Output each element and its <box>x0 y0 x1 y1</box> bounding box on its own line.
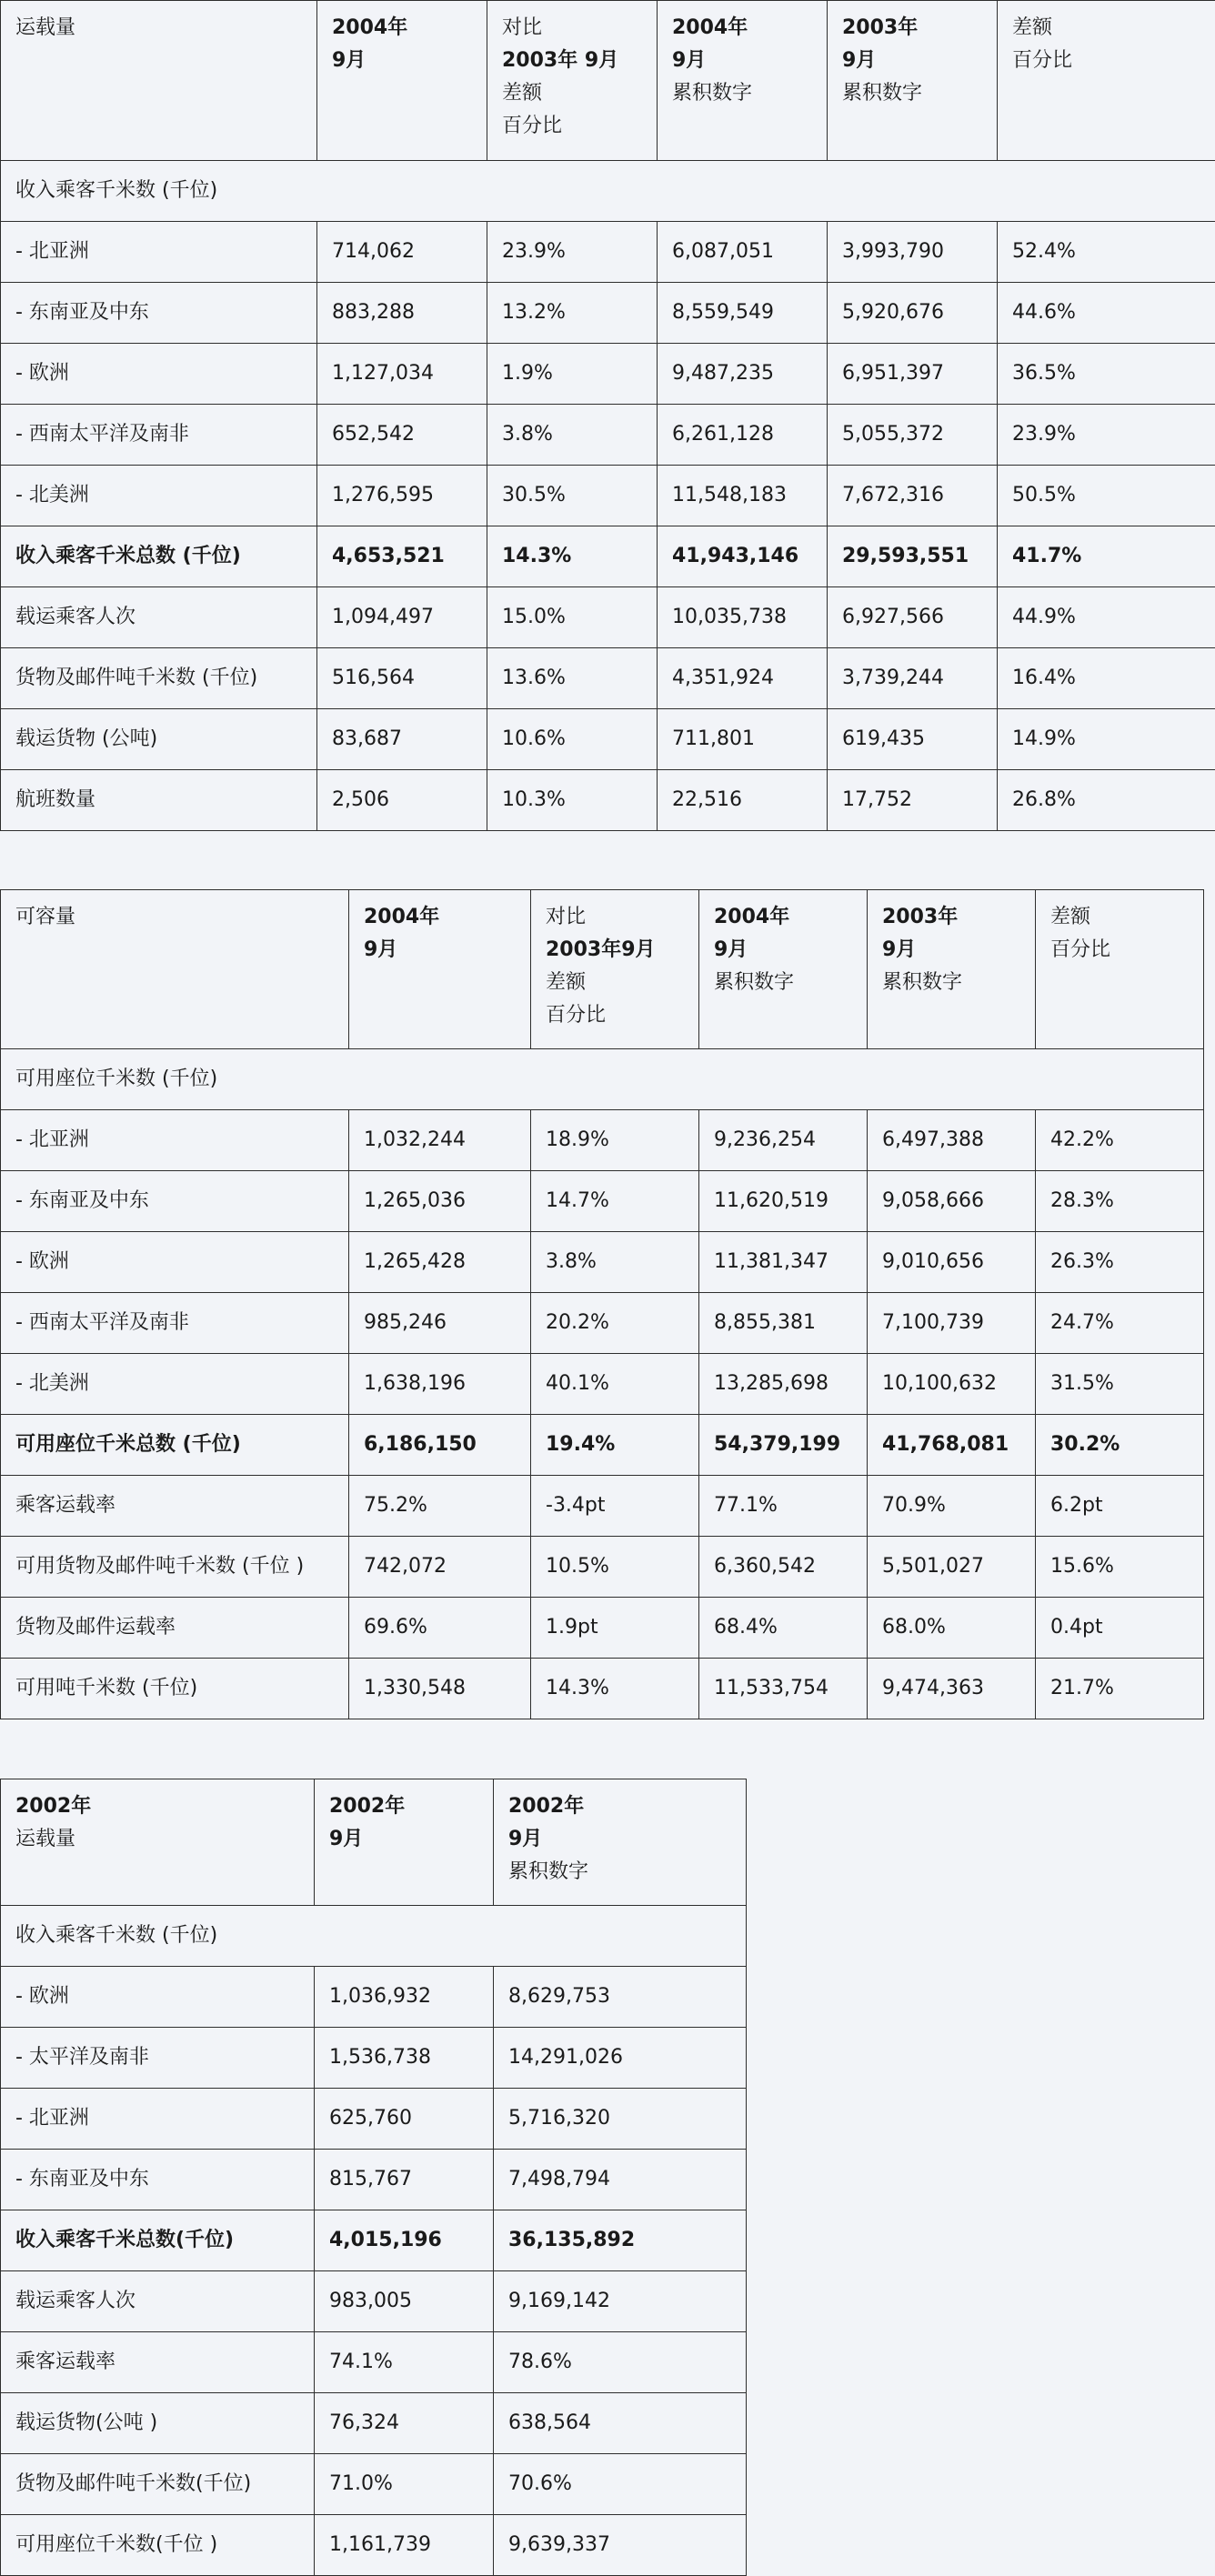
data-cell: -3.4pt <box>531 1476 699 1537</box>
header-cell: 2002年 运载量 <box>1 1779 315 1906</box>
header-cell: 2003年 9月 累积数字 <box>868 890 1036 1049</box>
data-cell: 3,739,244 <box>828 648 998 709</box>
data-cell: 1,032,244 <box>349 1110 531 1171</box>
data-cell: 31.5% <box>1036 1354 1204 1415</box>
row-label: 乘客运载率 <box>1 2332 315 2393</box>
header-cell: 对比 2003年9月 差额 百分比 <box>531 890 699 1049</box>
table-row <box>1 1967 747 2028</box>
data-cell: 883,288 <box>317 283 487 344</box>
section-row <box>1 1049 1204 1110</box>
data-cell: 5,501,027 <box>868 1537 1036 1598</box>
row-label: - 北美洲 <box>1 1354 349 1415</box>
row-label: 载运乘客人次 <box>1 587 317 648</box>
data-cell: 6.2pt <box>1036 1476 1204 1537</box>
data-cell: 70.6% <box>494 2454 747 2515</box>
table-row <box>1 2393 747 2454</box>
data-cell: 6,186,150 <box>349 1415 531 1476</box>
data-cell: 11,533,754 <box>699 1659 868 1719</box>
traffic-table-2002 <box>0 1779 747 2576</box>
data-cell: 4,015,196 <box>315 2210 494 2271</box>
header-cell: 2004年 9月 累积数字 <box>699 890 868 1049</box>
row-label: 载运货物(公吨 ) <box>1 2393 315 2454</box>
row-label: - 东南亚及中东 <box>1 1171 349 1232</box>
data-cell: 1,536,738 <box>315 2028 494 2089</box>
data-cell: 1,265,036 <box>349 1171 531 1232</box>
data-cell: 6,360,542 <box>699 1537 868 1598</box>
row-label: 航班数量 <box>1 770 317 831</box>
data-cell: 1,127,034 <box>317 344 487 405</box>
header-cell: 2004年 9月 <box>317 1 487 161</box>
header-cell: 2002年 9月 <box>315 1779 494 1906</box>
data-cell: 985,246 <box>349 1293 531 1354</box>
data-cell: 23.9% <box>487 222 658 283</box>
data-cell: 83,687 <box>317 709 487 770</box>
data-cell: 8,559,549 <box>658 283 828 344</box>
row-label: 可用座位千米数(千位 ) <box>1 2515 315 2576</box>
table-row <box>1 1293 1204 1354</box>
table-row <box>1 1476 1204 1537</box>
data-cell: 10,035,738 <box>658 587 828 648</box>
table-row <box>1 222 1215 283</box>
row-label: 收入乘客千米总数(千位) <box>1 2210 315 2271</box>
data-cell: 28.3% <box>1036 1171 1204 1232</box>
table-row <box>1 770 1215 831</box>
data-cell: 68.4% <box>699 1598 868 1659</box>
data-cell: 815,767 <box>315 2150 494 2210</box>
data-cell: 11,548,183 <box>658 466 828 526</box>
header-cell: 2004年 9月 <box>349 890 531 1049</box>
table-row <box>1 344 1215 405</box>
table-row <box>1 1354 1204 1415</box>
data-cell: 14.3% <box>531 1659 699 1719</box>
table-row <box>1 2150 747 2210</box>
data-cell: 8,855,381 <box>699 1293 868 1354</box>
row-label: 载运乘客人次 <box>1 2271 315 2332</box>
data-cell: 10.5% <box>531 1537 699 1598</box>
table-row <box>1 1232 1204 1293</box>
data-cell: 1.9% <box>487 344 658 405</box>
data-cell: 50.5% <box>998 466 1215 526</box>
data-cell: 1,094,497 <box>317 587 487 648</box>
data-cell: 9,169,142 <box>494 2271 747 2332</box>
data-cell: 4,653,521 <box>317 526 487 587</box>
row-label: - 东南亚及中东 <box>1 283 317 344</box>
data-cell: 1,265,428 <box>349 1232 531 1293</box>
data-cell: 11,620,519 <box>699 1171 868 1232</box>
data-cell: 26.8% <box>998 770 1215 831</box>
data-cell: 516,564 <box>317 648 487 709</box>
data-cell: 10.3% <box>487 770 658 831</box>
row-label: - 北美洲 <box>1 466 317 526</box>
data-cell: 70.9% <box>868 1476 1036 1537</box>
data-cell: 75.2% <box>349 1476 531 1537</box>
data-cell: 77.1% <box>699 1476 868 1537</box>
data-cell: 20.2% <box>531 1293 699 1354</box>
data-cell: 36,135,892 <box>494 2210 747 2271</box>
data-cell: 1,330,548 <box>349 1659 531 1719</box>
data-cell: 3.8% <box>531 1232 699 1293</box>
row-label: - 东南亚及中东 <box>1 2150 315 2210</box>
data-cell: 6,087,051 <box>658 222 828 283</box>
data-cell: 19.4% <box>531 1415 699 1476</box>
table-row <box>1 526 1215 587</box>
table-row <box>1 2332 747 2393</box>
data-cell: 42.2% <box>1036 1110 1204 1171</box>
table-row <box>1 1110 1204 1171</box>
data-cell: 9,236,254 <box>699 1110 868 1171</box>
row-label: 货物及邮件运载率 <box>1 1598 349 1659</box>
data-cell: 30.5% <box>487 466 658 526</box>
row-label: 可用货物及邮件吨千米数 (千位 ) <box>1 1537 349 1598</box>
row-label: 货物及邮件吨千米数(千位) <box>1 2454 315 2515</box>
table-row <box>1 2028 747 2089</box>
header-cell: 对比 2003年 9月 差额 百分比 <box>487 1 658 161</box>
data-cell: 5,920,676 <box>828 283 998 344</box>
data-cell: 74.1% <box>315 2332 494 2393</box>
data-cell: 9,058,666 <box>868 1171 1036 1232</box>
table-row <box>1 405 1215 466</box>
data-cell: 21.7% <box>1036 1659 1204 1719</box>
data-cell: 13,285,698 <box>699 1354 868 1415</box>
table-row <box>1 2210 747 2271</box>
data-cell: 4,351,924 <box>658 648 828 709</box>
data-cell: 1.9pt <box>531 1598 699 1659</box>
section-row <box>1 1906 747 1967</box>
data-cell: 7,672,316 <box>828 466 998 526</box>
data-cell: 69.6% <box>349 1598 531 1659</box>
table-row <box>1 1598 1204 1659</box>
table-row <box>1 1171 1204 1232</box>
data-cell: 619,435 <box>828 709 998 770</box>
capacity-table-2004 <box>0 889 1204 1719</box>
data-cell: 5,716,320 <box>494 2089 747 2150</box>
data-cell: 983,005 <box>315 2271 494 2332</box>
data-cell: 1,638,196 <box>349 1354 531 1415</box>
data-cell: 638,564 <box>494 2393 747 2454</box>
data-cell: 1,161,739 <box>315 2515 494 2576</box>
row-label: - 欧洲 <box>1 1232 349 1293</box>
row-label: 货物及邮件吨千米数 (千位) <box>1 648 317 709</box>
row-label: - 北亚洲 <box>1 1110 349 1171</box>
data-cell: 1,276,595 <box>317 466 487 526</box>
data-cell: 10.6% <box>487 709 658 770</box>
table-header-row <box>1 890 1204 1049</box>
data-cell: 16.4% <box>998 648 1215 709</box>
row-label: 收入乘客千米总数 (千位) <box>1 526 317 587</box>
table-row <box>1 587 1215 648</box>
row-label: - 太平洋及南非 <box>1 2028 315 2089</box>
data-cell: 23.9% <box>998 405 1215 466</box>
data-cell: 44.6% <box>998 283 1215 344</box>
row-label: - 西南太平洋及南非 <box>1 1293 349 1354</box>
data-cell: 7,498,794 <box>494 2150 747 2210</box>
table-row <box>1 1537 1204 1598</box>
table-row <box>1 466 1215 526</box>
data-cell: 36.5% <box>998 344 1215 405</box>
data-cell: 6,261,128 <box>658 405 828 466</box>
data-cell: 54,379,199 <box>699 1415 868 1476</box>
section-label: 可用座位千米数 (千位) <box>1 1049 1204 1110</box>
data-cell: 13.2% <box>487 283 658 344</box>
header-cell: 差额 百分比 <box>998 1 1215 161</box>
data-cell: 17,752 <box>828 770 998 831</box>
data-cell: 9,010,656 <box>868 1232 1036 1293</box>
row-label: 载运货物 (公吨) <box>1 709 317 770</box>
data-cell: 7,100,739 <box>868 1293 1036 1354</box>
data-cell: 6,951,397 <box>828 344 998 405</box>
row-label: - 北亚洲 <box>1 222 317 283</box>
header-cell: 可容量 <box>1 890 349 1049</box>
section-row <box>1 161 1215 222</box>
table-row <box>1 709 1215 770</box>
row-label: 可用吨千米数 (千位) <box>1 1659 349 1719</box>
data-cell: 6,927,566 <box>828 587 998 648</box>
data-cell: 625,760 <box>315 2089 494 2150</box>
table-row <box>1 648 1215 709</box>
data-cell: 11,381,347 <box>699 1232 868 1293</box>
data-cell: 18.9% <box>531 1110 699 1171</box>
data-cell: 78.6% <box>494 2332 747 2393</box>
data-cell: 44.9% <box>998 587 1215 648</box>
row-label: - 西南太平洋及南非 <box>1 405 317 466</box>
data-cell: 2,506 <box>317 770 487 831</box>
table-row <box>1 2089 747 2150</box>
data-cell: 9,639,337 <box>494 2515 747 2576</box>
header-cell: 2002年 9月 累积数字 <box>494 1779 747 1906</box>
header-cell: 2003年 9月 累积数字 <box>828 1 998 161</box>
data-cell: 1,036,932 <box>315 1967 494 2028</box>
header-cell: 差额 百分比 <box>1036 890 1204 1049</box>
data-cell: 15.6% <box>1036 1537 1204 1598</box>
header-cell: 运载量 <box>1 1 317 161</box>
data-cell: 30.2% <box>1036 1415 1204 1476</box>
section-label: 收入乘客千米数 (千位) <box>1 1906 747 1967</box>
data-cell: 6,497,388 <box>868 1110 1036 1171</box>
data-cell: 14,291,026 <box>494 2028 747 2089</box>
data-cell: 652,542 <box>317 405 487 466</box>
row-label: - 欧洲 <box>1 1967 315 2028</box>
data-cell: 8,629,753 <box>494 1967 747 2028</box>
data-cell: 742,072 <box>349 1537 531 1598</box>
data-cell: 41.7% <box>998 526 1215 587</box>
data-cell: 711,801 <box>658 709 828 770</box>
table-header-row <box>1 1 1215 161</box>
table-header-row <box>1 1779 747 1906</box>
row-label: 可用座位千米总数 (千位) <box>1 1415 349 1476</box>
data-cell: 9,487,235 <box>658 344 828 405</box>
data-cell: 24.7% <box>1036 1293 1204 1354</box>
section-label: 收入乘客千米数 (千位) <box>1 161 1215 222</box>
data-cell: 68.0% <box>868 1598 1036 1659</box>
table-row <box>1 1659 1204 1719</box>
data-cell: 5,055,372 <box>828 405 998 466</box>
data-cell: 41,943,146 <box>658 526 828 587</box>
table-row <box>1 1415 1204 1476</box>
data-cell: 76,324 <box>315 2393 494 2454</box>
data-cell: 14.9% <box>998 709 1215 770</box>
data-cell: 14.7% <box>531 1171 699 1232</box>
row-label: - 欧洲 <box>1 344 317 405</box>
data-cell: 3,993,790 <box>828 222 998 283</box>
data-cell: 71.0% <box>315 2454 494 2515</box>
table-row <box>1 2271 747 2332</box>
data-cell: 41,768,081 <box>868 1415 1036 1476</box>
table-row <box>1 2515 747 2576</box>
data-cell: 3.8% <box>487 405 658 466</box>
table-row <box>1 2454 747 2515</box>
row-label: 乘客运载率 <box>1 1476 349 1537</box>
row-label: - 北亚洲 <box>1 2089 315 2150</box>
data-cell: 9,474,363 <box>868 1659 1036 1719</box>
data-cell: 52.4% <box>998 222 1215 283</box>
data-cell: 14.3% <box>487 526 658 587</box>
data-cell: 40.1% <box>531 1354 699 1415</box>
data-cell: 22,516 <box>658 770 828 831</box>
data-cell: 714,062 <box>317 222 487 283</box>
traffic-table-2004 <box>0 0 1215 831</box>
data-cell: 10,100,632 <box>868 1354 1036 1415</box>
data-cell: 13.6% <box>487 648 658 709</box>
data-cell: 15.0% <box>487 587 658 648</box>
table-row <box>1 283 1215 344</box>
data-cell: 26.3% <box>1036 1232 1204 1293</box>
data-cell: 0.4pt <box>1036 1598 1204 1659</box>
data-cell: 29,593,551 <box>828 526 998 587</box>
header-cell: 2004年 9月 累积数字 <box>658 1 828 161</box>
